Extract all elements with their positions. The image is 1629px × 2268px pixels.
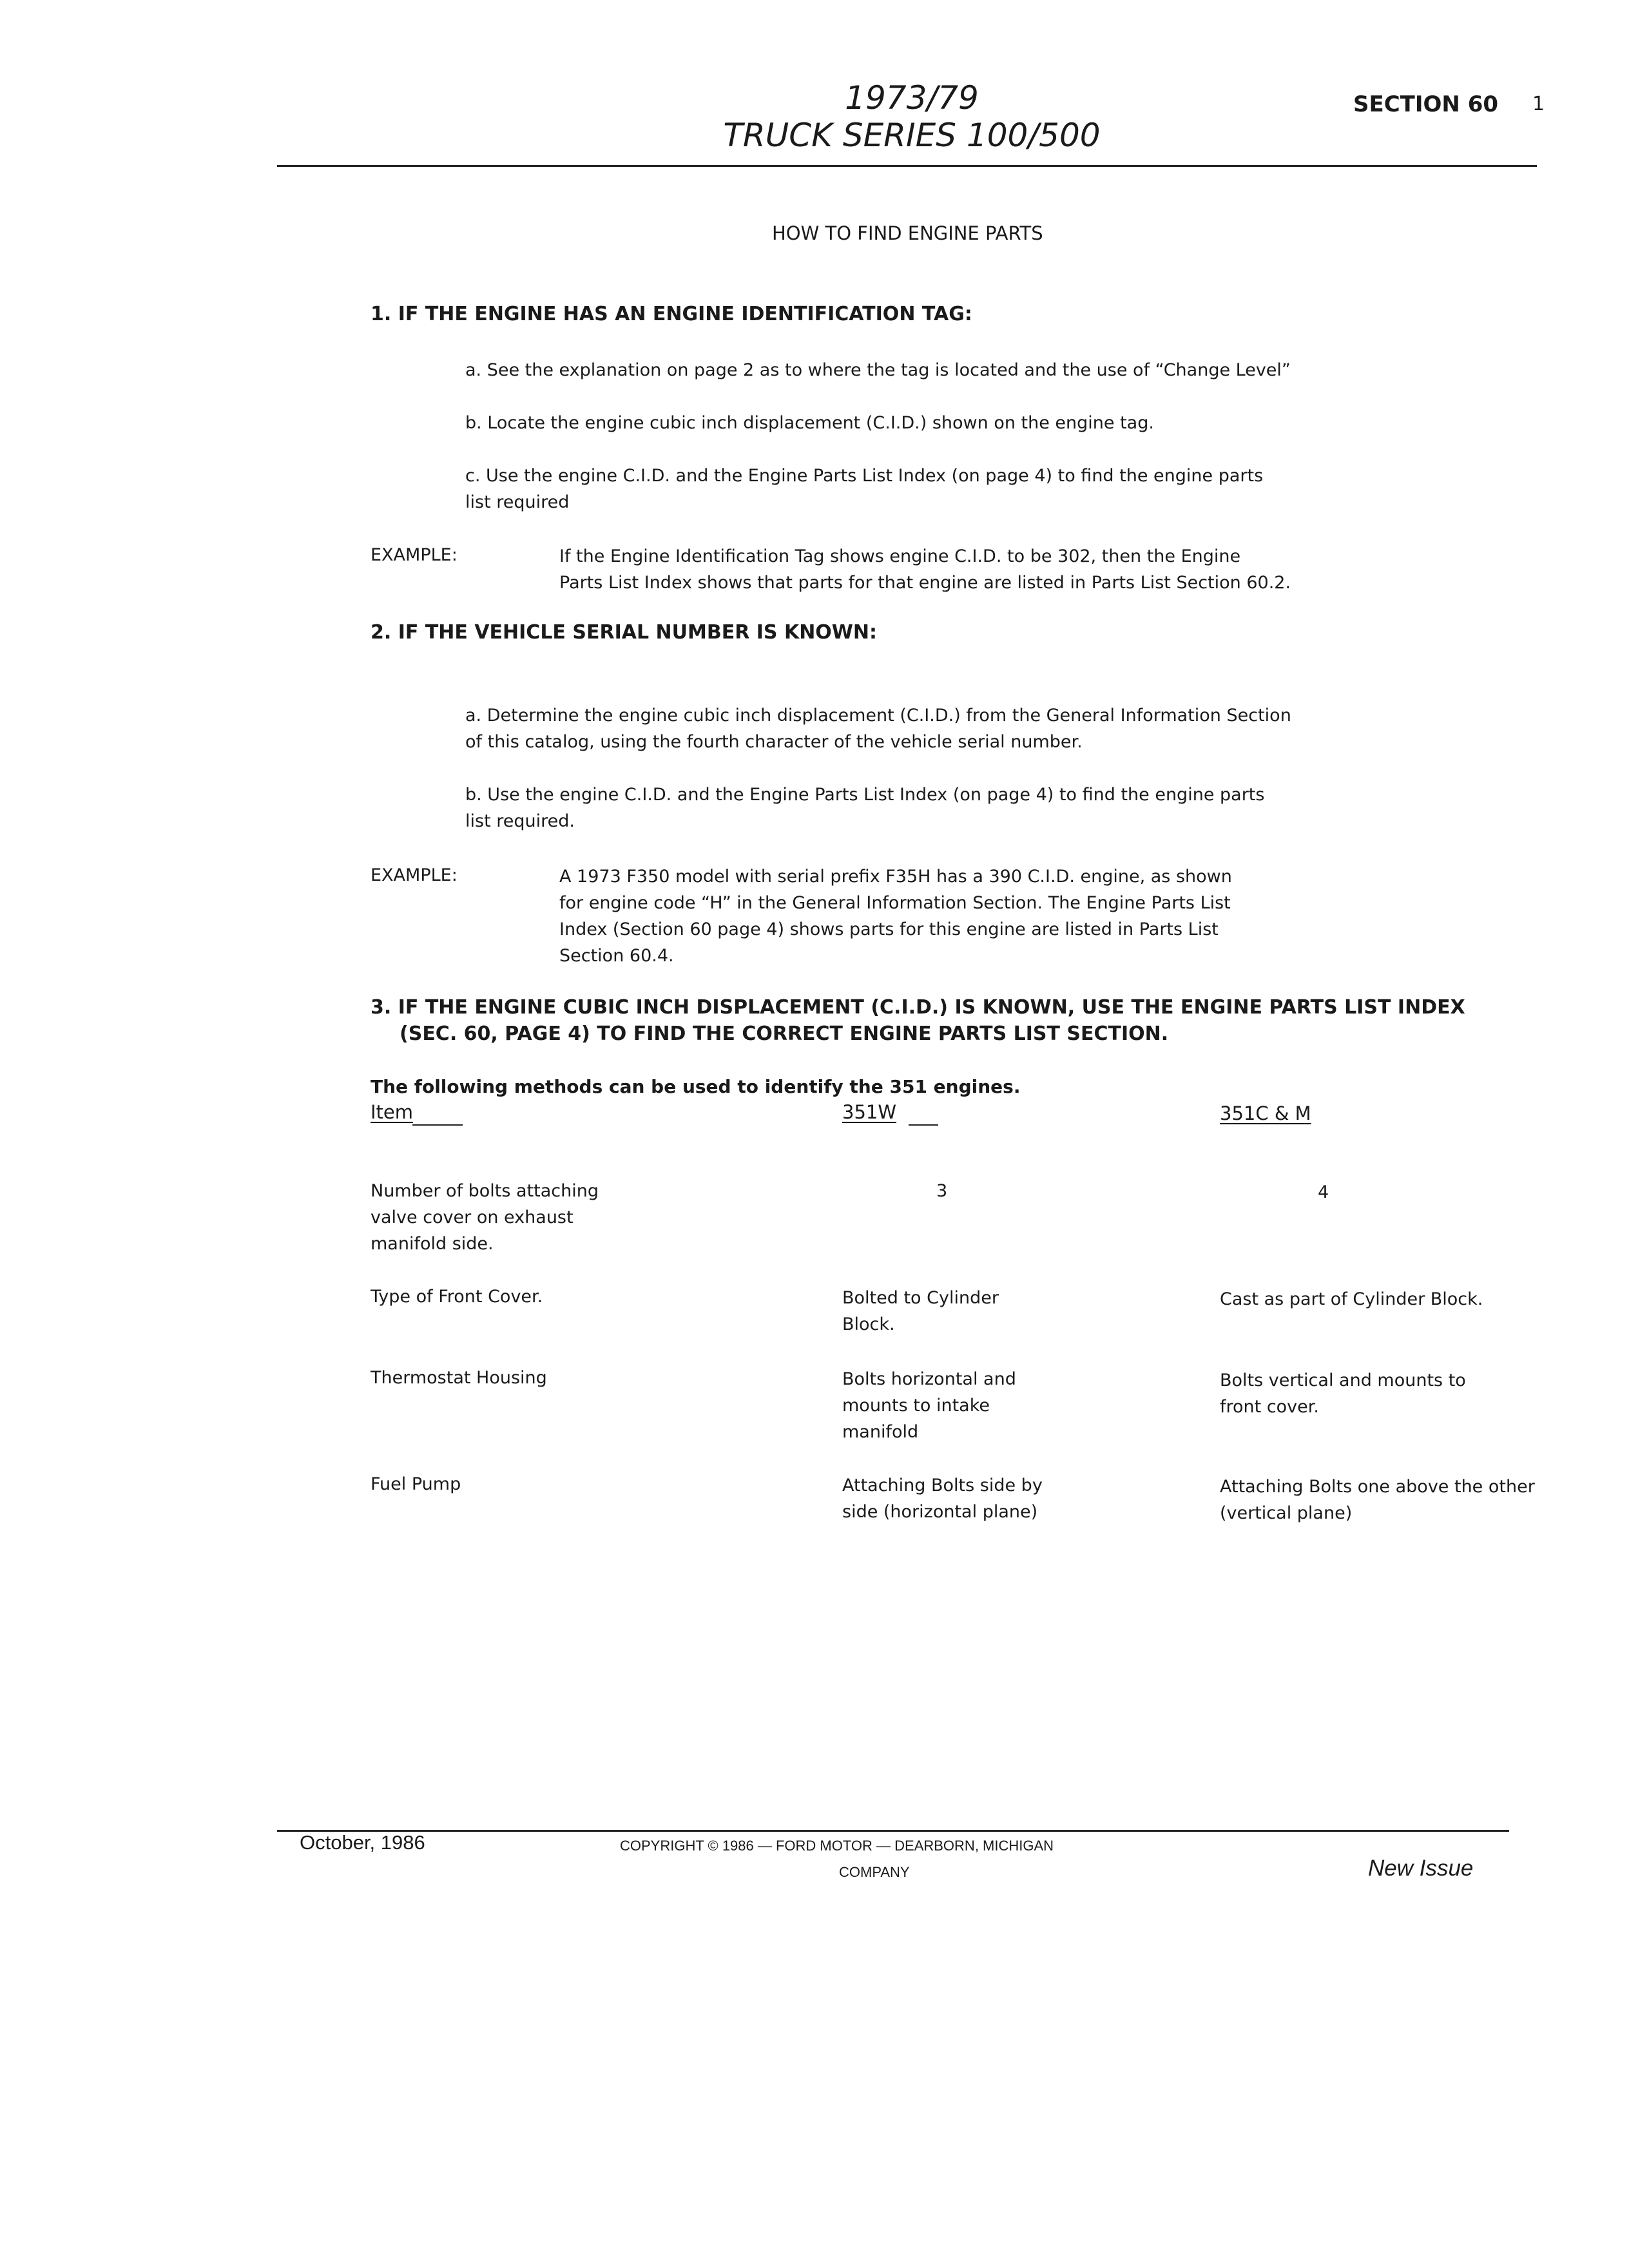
footer-copyright-line1: COPYRIGHT © 1986 — FORD MOTOR — DEARBORN, MICHIGAN [620, 1838, 1054, 1854]
table-row4-351w-line2: side (horizontal plane) [842, 1502, 1038, 1522]
header-series: TRUCK SERIES 100/500 [723, 117, 1101, 154]
step1-example-label: EXAMPLE: [371, 545, 458, 565]
step2-example-line2: for engine code “H” in the General Information Section. The Engine Parts List [559, 893, 1231, 913]
table-row3-351cm-line1: Bolts vertical and mounts to [1220, 1370, 1466, 1390]
step2-item-a-line1: a. Determine the engine cubic inch displacement (C.I.D.) from the General Information Section [465, 706, 1291, 726]
table-row4-351w-line1: Attaching Bolts side by [842, 1475, 1043, 1495]
table-row3-item: Thermostat Housing [371, 1368, 547, 1388]
table-row2-item: Type of Front Cover. [371, 1287, 543, 1307]
table-row3-351cm-line2: front cover. [1220, 1397, 1319, 1417]
table-row3-351w-line2: mounts to intake [842, 1396, 990, 1416]
table-header-351cm: 351C & M [1220, 1102, 1311, 1124]
step2-example-line1: A 1973 F350 model with serial prefix F35H has a 390 C.I.D. engine, as shown [559, 867, 1232, 887]
header-rule [277, 165, 1537, 167]
step2-item-a-line2: of this catalog, using the fourth character of the vehicle serial number. [465, 732, 1083, 752]
step1-item-c-line2: list required [465, 492, 570, 512]
step1-example-line1: If the Engine Identification Tag shows engine C.I.D. to be 302, then the Engine [559, 546, 1241, 566]
table-row2-351w-line2: Block. [842, 1314, 895, 1334]
step2-example-line3: Index (Section 60 page 4) shows parts for this engine are listed in Parts List [559, 919, 1219, 939]
step3-heading-line2: (SEC. 60, PAGE 4) TO FIND THE CORRECT ENGINE PARTS LIST SECTION. [400, 1023, 1169, 1045]
table-header-item-underline [412, 1124, 463, 1126]
step2-example-label: EXAMPLE: [371, 865, 458, 885]
step1-example-line2: Parts List Index shows that parts for that engine are listed in Parts List Section 60.2. [559, 573, 1291, 593]
step2-heading: 2. IF THE VEHICLE SERIAL NUMBER IS KNOWN: [371, 621, 878, 644]
table-header-item: Item [371, 1101, 414, 1123]
step1-item-c-line1: c. Use the engine C.I.D. and the Engine Parts List Index (on page 4) to find the engine parts [465, 466, 1264, 486]
table-header-351w: 351W [842, 1101, 897, 1123]
footer-rule [277, 1830, 1509, 1832]
table-row1-item-line1: Number of bolts attaching [371, 1181, 599, 1201]
table-row2-351w-line1: Bolted to Cylinder [842, 1288, 999, 1308]
table-intro: The following methods can be used to identify the 351 engines. [371, 1076, 1021, 1097]
step1-item-a: a. See the explanation on page 2 as to where the tag is located and the use of “Change Level” [465, 360, 1291, 380]
table-row4-351cm-line1: Attaching Bolts one above the other [1220, 1477, 1535, 1497]
step1-heading: 1. IF THE ENGINE HAS AN ENGINE IDENTIFICATION TAG: [371, 303, 972, 325]
step2-item-b-line1: b. Use the engine C.I.D. and the Engine Parts List Index (on page 4) to find the engine parts [465, 785, 1265, 805]
table-row4-item: Fuel Pump [371, 1474, 461, 1494]
step3-heading-line1: 3. IF THE ENGINE CUBIC INCH DISPLACEMENT (C.I.D.) IS KNOWN, USE THE ENGINE PARTS LIST INDEX [371, 996, 1465, 1019]
table-row4-351cm-line2: (vertical plane) [1220, 1503, 1353, 1523]
table-header-351w-underline [909, 1124, 938, 1126]
footer-date: October, 1986 [300, 1831, 425, 1854]
table-row3-351w-line3: manifold [842, 1422, 919, 1442]
page-title: HOW TO FIND ENGINE PARTS [772, 222, 1043, 244]
step1-item-b: b. Locate the engine cubic inch displacement (C.I.D.) shown on the engine tag. [465, 413, 1154, 433]
footer-issue: New Issue [1368, 1856, 1474, 1881]
table-row1-351cm: 4 [1318, 1182, 1329, 1202]
table-row3-351w-line1: Bolts horizontal and [842, 1369, 1016, 1389]
step2-item-b-line2: list required. [465, 811, 575, 831]
step2-example-line4: Section 60.4. [559, 946, 674, 966]
table-row1-item-line3: manifold side. [371, 1234, 494, 1254]
footer-copyright-line2: COMPANY [839, 1864, 910, 1880]
table-row1-item-line2: valve cover on exhaust [371, 1207, 574, 1227]
header-page-number: 1 [1532, 93, 1545, 115]
header-section: SECTION 60 [1353, 91, 1499, 117]
header-year-range: 1973/79 [845, 79, 979, 117]
table-row1-351w: 3 [936, 1181, 948, 1201]
table-row2-351cm: Cast as part of Cylinder Block. [1220, 1289, 1483, 1309]
